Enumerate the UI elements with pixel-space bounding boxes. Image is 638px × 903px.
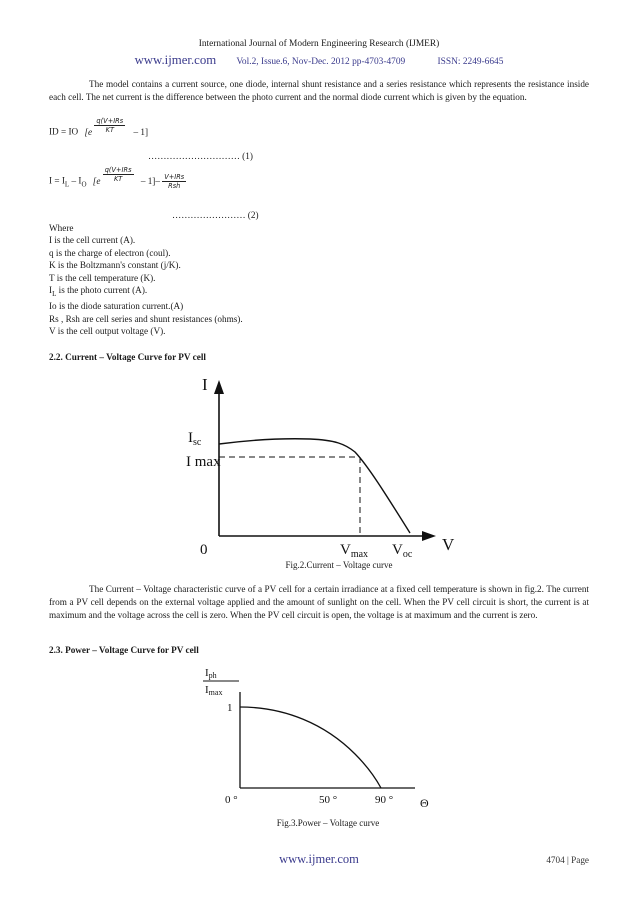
- fig2-x-label: V: [442, 535, 455, 554]
- fig2-caption-text: Fig.2.Current – Voltage curve: [285, 560, 393, 570]
- fig2-origin-label: 0: [200, 542, 208, 558]
- fig2-isc-label: $I_{sc}$: [188, 430, 202, 448]
- eq2-minus-i: – I: [69, 175, 82, 186]
- def-k: K is the Boltzmann's constant (j/K).: [49, 260, 181, 271]
- equation-2: [49, 166, 186, 190]
- section-2-3-heading: 2.3. Power – Voltage Curve for PV cell: [49, 645, 199, 655]
- definitions-list: [49, 222, 243, 337]
- fig2-caption: [0, 560, 638, 570]
- eq2-sub-o: O: [81, 180, 87, 189]
- fig3-x-tick-0: 0 °: [225, 794, 238, 806]
- fig3-y-tick-1: 1: [227, 702, 233, 714]
- eq2-frac-num: V+IRs: [164, 173, 185, 181]
- fig2-iv-curve: [180, 368, 470, 558]
- def-il: [49, 284, 243, 300]
- def-q: q is the charge of electron (coul).: [49, 247, 171, 258]
- footer-website-link[interactable]: www.ijmer.com: [279, 852, 359, 866]
- eq1-open: [e: [84, 126, 93, 137]
- eq2-number: …………………… (2): [172, 210, 259, 220]
- section-2-2-heading: 2.2. Current – Voltage Curve for PV cell: [49, 352, 206, 362]
- eq1-number: ………………………… (1): [148, 151, 253, 161]
- header-issn: ISSN: 2249-6645: [437, 57, 504, 67]
- intro-paragraph: The model contains a current source, one diode, internal shunt resistance and a series resistance which represents the resistance inside each cell. The net current is the difference between the photo current and the normal diode current which is given by the equation.: [49, 79, 589, 103]
- eq2-mid: – 1]–: [140, 175, 160, 186]
- where-label: Where: [49, 223, 74, 233]
- fig3-caption: [0, 818, 638, 828]
- def-rs: Rs , Rsh are cell series and shunt resistances (ohms).: [49, 313, 243, 324]
- def-il-text: is the photo current (A).: [56, 285, 148, 296]
- fig3-x-tick-50: 50 °: [319, 794, 338, 806]
- equation-1: [49, 117, 149, 141]
- fig3-y-denominator: Imax: [205, 684, 223, 697]
- def-il-symbol: I: [49, 285, 53, 296]
- fig2-y-arrow: [214, 380, 224, 394]
- fig3-y-numerator: Iph: [205, 667, 217, 680]
- eq2-lhs-i: I = I: [49, 175, 65, 186]
- fig2-imax-label: I max: [186, 454, 221, 470]
- fig2-voc-label: $V_{oc}$: [392, 542, 413, 558]
- def-io: Io is the diode saturation current.(A): [49, 301, 184, 312]
- header-volume: Vol.2, Issue.6, Nov-Dec. 2012 pp-4703-4709: [236, 57, 406, 67]
- eq2-exp-den: KT: [113, 175, 123, 183]
- eq1-lhs: ID = IO: [49, 126, 79, 137]
- def-il-sub: L: [52, 289, 57, 298]
- def-v: V is the cell output voltage (V).: [49, 326, 166, 337]
- eq2-open: [e: [92, 175, 101, 186]
- fig3-x-label: Θ: [420, 796, 429, 810]
- def-t: T is the cell temperature (K).: [49, 272, 156, 283]
- eq2-frac-den: Rsh: [168, 182, 181, 190]
- eq1-exponent: [94, 117, 125, 134]
- fig3-curve: [240, 707, 381, 788]
- def-i: I is the cell current (A).: [49, 235, 136, 246]
- fig3-x-tick-90: 90 °: [375, 794, 394, 806]
- section-2-2-paragraph: The Current – Voltage characteristic curve of a PV cell for a certain irradiance at a fixed cell temperature is shown in fig.2. The current from a PV cell depends on the external voltage applied and the amount of sunlight on the cell. When the PV cell circuit is short, the current is at maximum and the voltage across the cell is zero. When the PV cell circuit is open, the voltage is at maximum and the current is zero.: [49, 584, 589, 621]
- eq1-exp-den: KT: [105, 126, 114, 134]
- header-website-link[interactable]: www.ijmer.com: [134, 53, 217, 67]
- eq2-exp-num: q(V+IRs: [104, 166, 132, 174]
- journal-title: International Journal of Modern Engineering Research (IJMER): [198, 39, 440, 49]
- eq2-sub-l: L: [64, 180, 70, 189]
- eq2-exponent: [103, 166, 134, 183]
- fig2-y-label: I: [202, 375, 208, 394]
- fig2-vmax-label: $V_{max}$: [340, 542, 369, 558]
- fig3-power-curve: [195, 662, 445, 814]
- eq1-tail: – 1]: [133, 126, 149, 137]
- header-line: [0, 53, 638, 68]
- eq2-fraction: [162, 173, 186, 190]
- fig2-x-arrow: [422, 531, 436, 541]
- fig2-curve: [219, 439, 410, 533]
- footer-page-number: 4704 | Page: [546, 855, 589, 865]
- fig3-caption-text: Fig.3.Power – Voltage curve: [276, 818, 380, 828]
- eq1-exp-num: q(V+IRs: [96, 117, 124, 125]
